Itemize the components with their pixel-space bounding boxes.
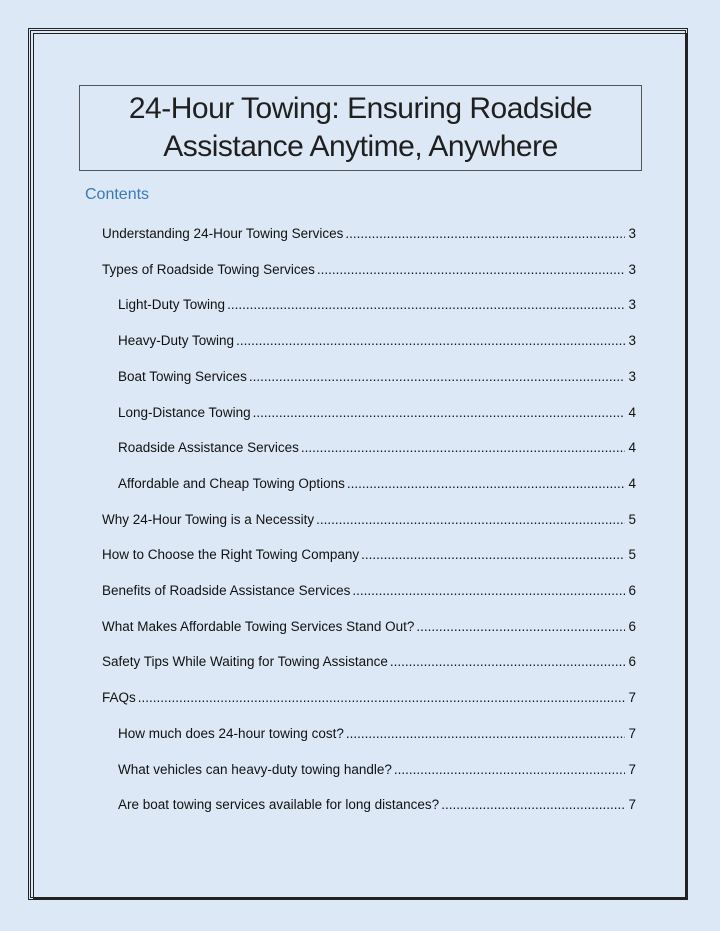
toc-entry[interactable]	[102, 619, 636, 639]
title-line-2: Assistance Anytime, Anywhere	[163, 130, 558, 163]
toc-dot-leader	[249, 369, 626, 384]
toc-dot-leader	[361, 547, 625, 562]
toc-entry[interactable]	[118, 726, 636, 746]
toc-entry[interactable]	[102, 226, 636, 246]
toc-dot-leader	[345, 226, 625, 241]
toc-entry[interactable]	[102, 583, 636, 603]
toc-entry-page-number: 6	[628, 583, 636, 598]
title-line-1: 24-Hour Towing: Ensuring Roadside	[128, 92, 593, 125]
toc-entry[interactable]	[118, 297, 636, 317]
toc-entry-label: Safety Tips While Waiting for Towing Assistance	[102, 654, 388, 669]
toc-dot-leader	[253, 405, 626, 420]
toc-entry-page-number: 7	[628, 762, 636, 777]
toc-entry-label: Boat Towing Services	[118, 369, 247, 384]
toc-entry-label: Are boat towing services available for long distances?	[118, 797, 440, 812]
toc-entry[interactable]	[118, 369, 636, 389]
toc-entry-page-number: 4	[628, 440, 636, 455]
title-box	[79, 85, 642, 171]
toc-dot-leader	[317, 262, 626, 277]
toc-dot-leader	[390, 654, 626, 669]
toc-entry-page-number: 3	[628, 297, 636, 312]
toc-entry[interactable]	[118, 762, 636, 782]
toc-entry-label: Benefits of Roadside Assistance Services	[102, 583, 351, 598]
toc-entry-label: Light-Duty Towing	[118, 297, 226, 312]
toc-entry-label: Roadside Assistance Services	[118, 440, 299, 455]
toc-entry-label: Understanding 24-Hour Towing Services	[102, 226, 344, 241]
toc-entry-label: What Makes Affordable Towing Services Stand Out?	[102, 619, 415, 634]
toc-entry-page-number: 6	[628, 619, 636, 634]
toc-dot-leader	[346, 726, 626, 741]
toc-dot-leader	[301, 440, 626, 455]
toc-dot-leader	[441, 797, 625, 812]
toc-entry-label: Long-Distance Towing	[118, 405, 251, 420]
toc-entry-page-number: 7	[628, 726, 636, 741]
toc-entry-page-number: 7	[628, 690, 636, 705]
toc-dot-leader	[138, 690, 626, 705]
toc-entry-page-number: 3	[628, 369, 636, 384]
toc-entry-page-number: 3	[628, 262, 636, 277]
toc-entry-page-number: 4	[628, 405, 636, 420]
toc-entry-page-number: 5	[628, 512, 636, 527]
toc-entry-label: FAQs	[102, 690, 136, 705]
toc-entry-page-number: 3	[628, 226, 636, 241]
toc-entry-page-number: 7	[628, 797, 636, 812]
toc-entry[interactable]	[102, 547, 636, 567]
toc-dot-leader	[227, 297, 625, 312]
toc-entry[interactable]	[118, 333, 636, 353]
toc-entry[interactable]	[102, 690, 636, 710]
toc-entry-page-number: 5	[628, 547, 636, 562]
toc-entry[interactable]	[118, 476, 636, 496]
toc-dot-leader	[347, 476, 626, 491]
contents-heading: Contents	[85, 186, 150, 203]
toc-entry[interactable]	[118, 405, 636, 425]
toc-dot-leader	[316, 512, 625, 527]
toc-entry-label: Why 24-Hour Towing is a Necessity	[102, 512, 315, 527]
toc-entry[interactable]	[118, 440, 636, 460]
toc-entry-page-number: 6	[628, 654, 636, 669]
toc-entry[interactable]	[118, 797, 636, 817]
toc-entry-label: Affordable and Cheap Towing Options	[118, 476, 345, 491]
toc-entry-label: Heavy-Duty Towing	[118, 333, 235, 348]
toc-entry-label: What vehicles can heavy-duty towing handle?	[118, 762, 392, 777]
toc-entry-label: How much does 24-hour towing cost?	[118, 726, 344, 741]
toc-dot-leader	[394, 762, 626, 777]
toc-entry-page-number: 4	[628, 476, 636, 491]
toc-entry-page-number: 3	[628, 333, 636, 348]
toc-entry-label: Types of Roadside Towing Services	[102, 262, 315, 277]
toc-entry[interactable]	[102, 512, 636, 532]
toc-entry[interactable]	[102, 262, 636, 282]
toc-dot-leader	[236, 333, 625, 348]
toc-dot-leader	[352, 583, 625, 598]
toc-entry[interactable]	[102, 654, 636, 674]
toc-entry-label: How to Choose the Right Towing Company	[102, 547, 360, 562]
toc-dot-leader	[416, 619, 625, 634]
document-title	[129, 90, 592, 166]
